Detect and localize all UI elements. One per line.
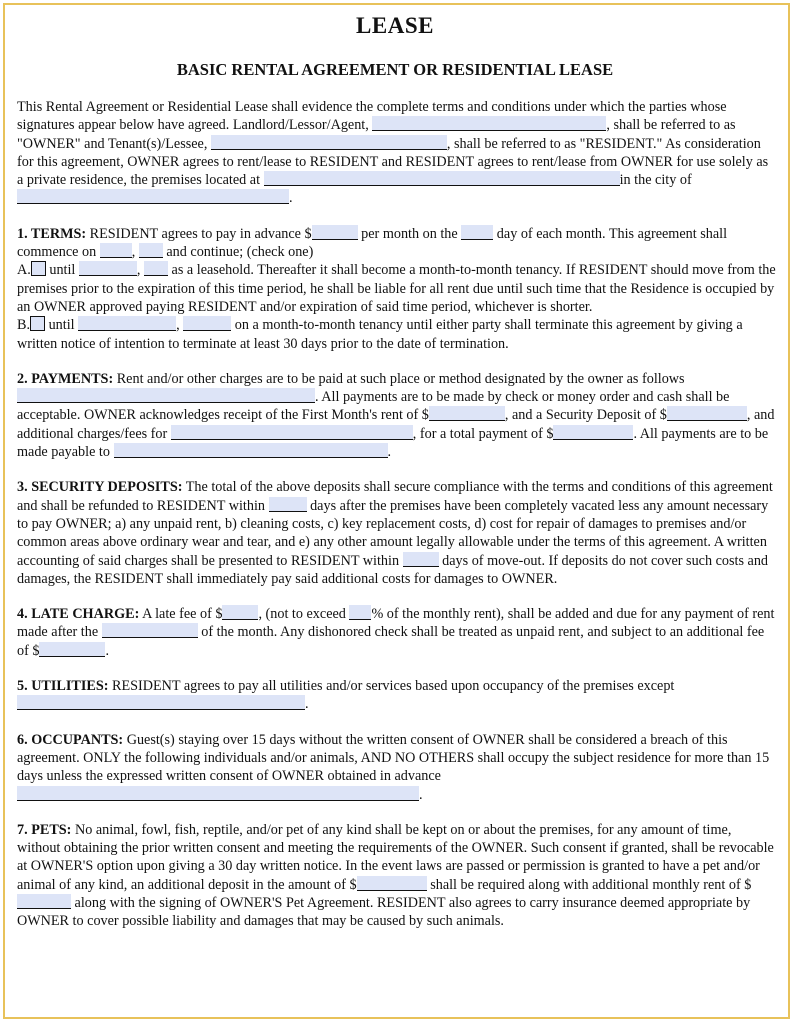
first-month-rent-field[interactable] (429, 406, 505, 421)
security-paragraph: 3. SECURITY DEPOSITS: The total of the above deposits shall secure compliance with the terms and conditions of this agreement and shall be refunded to RESIDENT within days after the premises have been completely vacated less any amount necessary to pay OWNER; a) any unpaid rent, b) cleaning costs, c) key replacement costs, d) cost for repair of damages to premises and/or common areas above ordinary wear and tear, and e) any other amount legally allowable under the terms of this agreement. A written accounting of said charges shall be presented to RESIDENT within days of move-out. If deposits do not cover such costs and damages, the RESIDENT shall immediately pay said additional costs for damages to OWNER. (17, 479, 773, 587)
occupants-heading: 6. OCCUPANTS: (17, 731, 124, 748)
security-deposit-field[interactable] (667, 406, 747, 421)
payments-paragraph: 2. PAYMENTS: Rent and/or other charges are to be paid at such place or method designated by the owner as follows . All payments are to be made by check or money order and cash shall be acceptable. OWNER acknowledges receipt of the First Month's rent of $ , and a Security Deposit of $ , and additional charges/fees for , for a total payment of $ . All payments are to be made payable to . (17, 370, 775, 461)
commence-date-field[interactable] (100, 243, 132, 258)
terms-paragraph: 1. TERMS: RESIDENT agrees to pay in advance $ per month on the day of each month. This agreement shall commence on , and continue; (check one) A. until , as a leasehold. Thereafter it shall become a month-to-month tenancy. If RESIDENT should move from the premises prior to the expiration of this time period, he shall be liable for all rent due until such time that the Residence is occupied by an OWNER approved paying RESIDENT and/or expiration of said time period, whichever is shorter. B. until , on a month-to-month tenancy until either party shall terminate this agreement by giving a written notice of intention to terminate at least 30 days prior to the date of termination. (17, 225, 776, 352)
late-fee-percent-field[interactable] (349, 605, 371, 620)
additional-charges-field[interactable] (171, 425, 413, 440)
utilities-paragraph: 5. UTILITIES: RESIDENT agrees to pay all utilities and/or services based upon occupancy of the premises except . (17, 678, 675, 713)
rent-due-day-field[interactable] (461, 225, 493, 240)
pet-monthly-rent-field[interactable] (17, 894, 71, 909)
security-heading: 3. SECURITY DEPOSITS: (17, 479, 183, 496)
dishonored-check-fee-field[interactable] (39, 642, 105, 657)
occupants-list-field[interactable] (17, 786, 419, 801)
month-to-month-date-field[interactable] (78, 316, 176, 331)
late-after-day-field[interactable] (102, 623, 198, 638)
month-to-month-year-field[interactable] (183, 316, 231, 331)
late-charge-paragraph: 4. LATE CHARGE: A late fee of $ , (not to exceed % of the monthly rent), shall be added and due for any payment of rent made after the of the month. Any dishonored check shall be treated as unpaid rent, and subject to an additional fee of $ . (17, 606, 775, 659)
late-fee-field[interactable] (222, 605, 258, 620)
leasehold-end-year-field[interactable] (144, 261, 168, 276)
document-subtitle: BASIC RENTAL AGREEMENT OR RESIDENTIAL LEASE (176, 60, 614, 79)
city-field[interactable] (17, 189, 289, 204)
pets-paragraph: 7. PETS: No animal, fowl, fish, reptile, and/or pet of any kind shall be kept on or about the premises, for any amount of time, without obtaining the prior written consent and meeting the requirements of the OWNER. Such consent if granted, shall be revocable at OWNER'S option upon giving a 30 day written notice. In the event laws are passed or permission is granted to have a pet and/or animal of any kind, an additional deposit in the amount of $ shall be required along with additional monthly rent of $ along with the signing of OWNER'S Pet Agreement. RESIDENT also agrees to carry insurance deemed appropriate by OWNER to cover possible liability and damages that may be caused by such animals. (17, 821, 774, 930)
option-a-checkbox[interactable] (31, 261, 46, 276)
monthly-rent-field[interactable] (312, 225, 358, 240)
resident-name-field[interactable] (211, 135, 447, 150)
pets-heading: 7. PETS: (17, 821, 72, 838)
document-title: LEASE (356, 13, 434, 38)
terms-heading: 1. TERMS: (17, 225, 87, 242)
owner-name-field[interactable] (372, 116, 606, 131)
utilities-except-field[interactable] (17, 695, 305, 710)
premises-address-field[interactable] (264, 171, 620, 186)
total-payment-field[interactable] (553, 425, 633, 440)
payable-to-field[interactable] (114, 443, 388, 458)
late-charge-heading: 4. LATE CHARGE: (17, 606, 140, 623)
commence-year-field[interactable] (139, 243, 163, 258)
intro-paragraph: This Rental Agreement or Residential Lease shall evidence the complete terms and conditions under which the parties whose signatures appear below have agreed. Landlord/Lessor/Agent, , shall be referred to as "OWNER" and Tenant(s)/Lessee, , shall be referred to as "RESIDENT." As consideration for this agreement, OWNER agrees to rent/lease to RESIDENT and RESIDENT agrees to rent/lease from OWNER for use solely as a private residence, the premises located at in the city of . (17, 99, 769, 207)
document-body (17, 98, 777, 931)
refund-days-field[interactable] (269, 497, 307, 512)
payments-heading: 2. PAYMENTS: (17, 370, 114, 387)
payment-method-field[interactable] (17, 388, 315, 403)
utilities-heading: 5. UTILITIES: (17, 678, 109, 695)
occupants-paragraph: 6. OCCUPANTS: Guest(s) staying over 15 days without the written consent of OWNER shall be considered a breach of this agreement. ONLY the following individuals and/or animals, AND NO OTHERS shall occupy the subject residence for more than 15 days unless the expressed written consent of OWNER obtained in advance . (17, 731, 770, 803)
pet-deposit-field[interactable] (357, 876, 427, 891)
accounting-days-field[interactable] (403, 552, 439, 567)
leasehold-end-date-field[interactable] (79, 261, 137, 276)
option-b-checkbox[interactable] (30, 316, 45, 331)
